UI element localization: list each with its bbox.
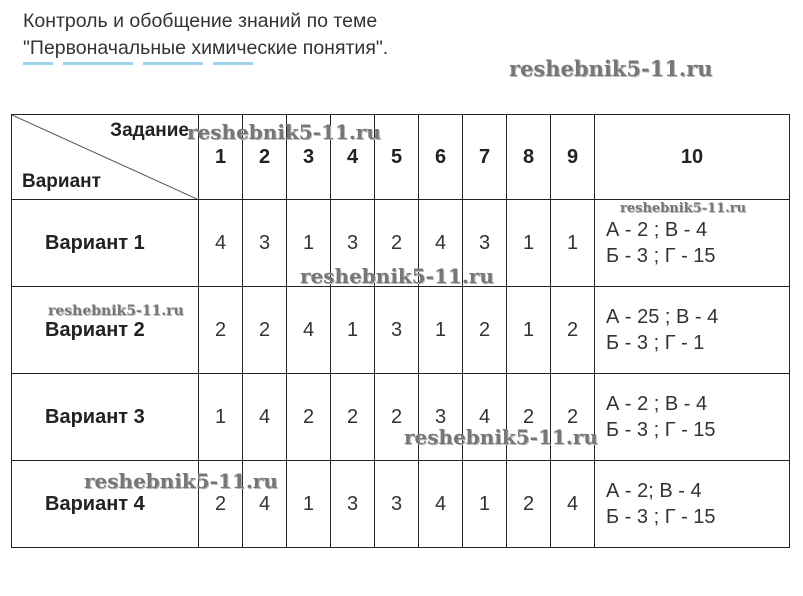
- answer-cell: 4: [243, 374, 287, 461]
- watermark: reshebnik5-11.ru: [300, 264, 494, 288]
- variant-name: Вариант 3: [12, 374, 199, 461]
- watermark: reshebnik5-11.ru: [509, 56, 713, 81]
- answer-cell: 3: [463, 200, 507, 287]
- answer-cell: 1: [463, 461, 507, 548]
- column-header: 9: [551, 115, 595, 200]
- table-row: [12, 287, 790, 374]
- answer-cell: 2: [463, 287, 507, 374]
- answer-cell: 1: [199, 374, 243, 461]
- corner-label-task: Задание: [110, 120, 189, 141]
- answer-cell: 2: [199, 287, 243, 374]
- matching-line: А - 2; В - 4: [606, 480, 702, 502]
- answer-cell: 2: [507, 461, 551, 548]
- watermark: reshebnik5-11.ru: [404, 425, 598, 449]
- watermark: reshebnik5-11.ru: [48, 303, 184, 319]
- answer-cell: 4: [287, 287, 331, 374]
- answer-cell: 1: [287, 200, 331, 287]
- answer-cell: 1: [551, 200, 595, 287]
- table-header-row: [12, 115, 790, 200]
- answer-cell: 2: [375, 200, 419, 287]
- title-line-2: "Первоначальные химические понятия".: [23, 37, 389, 59]
- answer-cell: 3: [375, 287, 419, 374]
- matching-line: Б - 3 ; Г - 15: [606, 245, 716, 267]
- column-header: 10: [595, 115, 790, 200]
- matching-line: А - 25 ; В - 4: [606, 306, 719, 328]
- column-header: 3: [287, 115, 331, 200]
- column-header: 7: [463, 115, 507, 200]
- answer-cell: 1: [419, 287, 463, 374]
- answer-cell: 4: [419, 200, 463, 287]
- matching-line: А - 2 ; В - 4: [606, 393, 708, 415]
- cut-off-link-line: [23, 62, 263, 67]
- matching-answer-cell: [595, 461, 790, 548]
- answer-cell: 3: [375, 461, 419, 548]
- answer-cell: 3: [419, 374, 463, 461]
- watermark: reshebnik5-11.ru: [187, 120, 381, 144]
- matching-line: Б - 3 ; Г - 15: [606, 419, 716, 441]
- column-header: 2: [243, 115, 287, 200]
- title-line-1: Контроль и обобщение знаний по теме: [23, 10, 378, 32]
- table-row: [12, 374, 790, 461]
- matching-answer-cell: [595, 287, 790, 374]
- column-header: 1: [199, 115, 243, 200]
- answer-cell: 2: [551, 374, 595, 461]
- answer-cell: 3: [331, 461, 375, 548]
- answer-cell: 2: [375, 374, 419, 461]
- matching-answer-cell: [595, 374, 790, 461]
- column-header: 4: [331, 115, 375, 200]
- column-header: 8: [507, 115, 551, 200]
- answer-cell: 1: [507, 200, 551, 287]
- watermark: reshebnik5-11.ru: [84, 469, 278, 493]
- answer-cell: 2: [331, 374, 375, 461]
- watermark: reshebnik5-11.ru: [620, 201, 747, 216]
- variant-name: Вариант 2: [12, 287, 199, 374]
- variant-name: Вариант 4: [12, 461, 199, 548]
- answer-cell: 4: [419, 461, 463, 548]
- answer-cell: 4: [243, 461, 287, 548]
- answer-cell: 1: [331, 287, 375, 374]
- answer-cell: 2: [551, 287, 595, 374]
- answer-cell: 3: [243, 200, 287, 287]
- page-title: [23, 8, 388, 62]
- column-header: 5: [375, 115, 419, 200]
- answer-cell: 2: [507, 374, 551, 461]
- answer-cell: 2: [199, 461, 243, 548]
- corner-cell: [12, 115, 199, 200]
- corner-label-variant: Вариант: [22, 171, 101, 192]
- matching-line: Б - 3 ; Г - 1: [606, 332, 705, 354]
- matching-line: Б - 3 ; Г - 15: [606, 506, 716, 528]
- answer-cell: 1: [507, 287, 551, 374]
- answer-cell: 4: [551, 461, 595, 548]
- variant-name: Вариант 1: [12, 200, 199, 287]
- answer-cell: 4: [463, 374, 507, 461]
- answer-cell: 1: [287, 461, 331, 548]
- answer-cell: 2: [287, 374, 331, 461]
- answer-cell: 4: [199, 200, 243, 287]
- answer-cell: 3: [331, 200, 375, 287]
- column-header: 6: [419, 115, 463, 200]
- answer-cell: 2: [243, 287, 287, 374]
- matching-line: А - 2 ; В - 4: [606, 219, 708, 241]
